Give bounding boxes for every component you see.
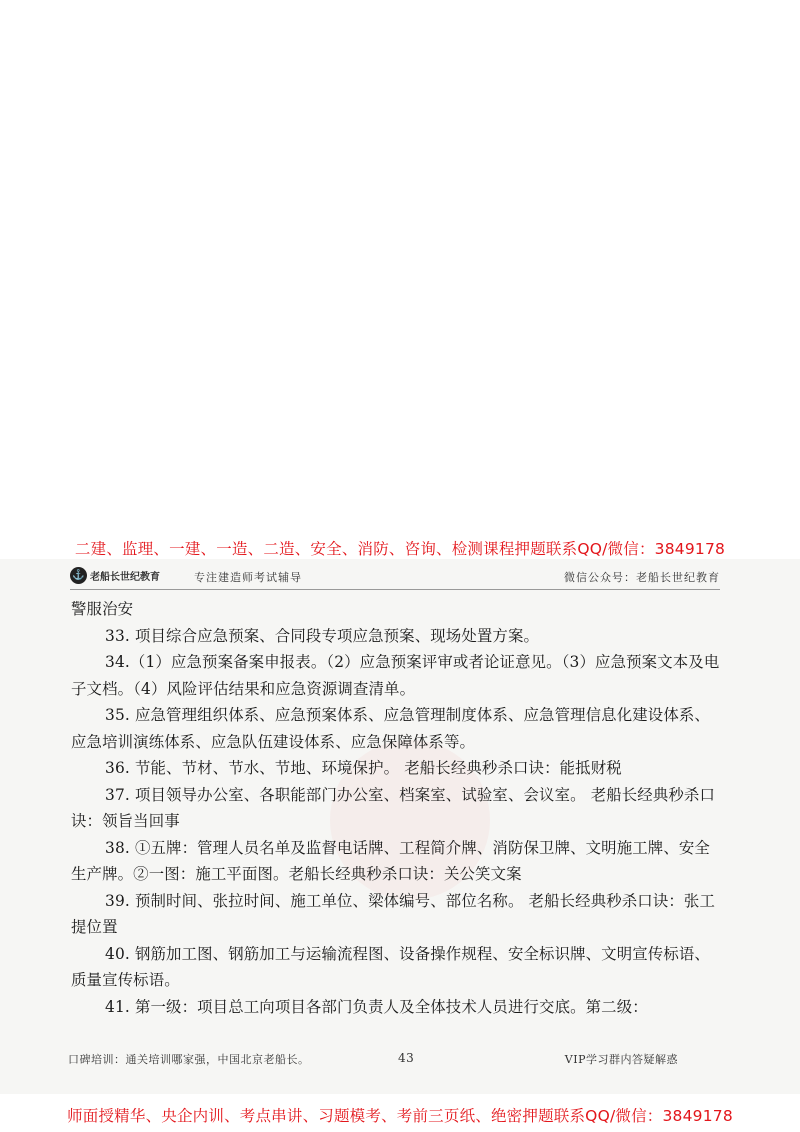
answer-text — [71, 596, 721, 1020]
header-wechat: 微信公众号：老船长世纪教育 — [564, 571, 720, 584]
answer-paragraph: 警服治安 — [71, 600, 134, 618]
footer-note: VIP学习群内答疑解惑 — [564, 1053, 678, 1066]
answer-paragraph: 33. 项目综合应急预案、合同段专项应急预案、现场处置方案。 — [105, 626, 540, 645]
footer-slogan: 口碑培训：通关培训哪家强，中国北京老船长。 — [68, 1053, 310, 1066]
answer-paragraph: 34.（1）应急预案备案申报表。（2）应急预案评审或者论证意见。（3）应急预案文本及电子文档。（4）风险评估结果和应急资源调查清单。 — [71, 653, 720, 698]
page-header — [70, 567, 720, 585]
ship-icon: ⚓ — [70, 567, 87, 584]
logo-text: 老船长世纪教育 — [90, 572, 160, 583]
answer-paragraph: 40. 钢筋加工图、钢筋加工与运输流程图、设备操作规程、安全标识牌、文明宣传标语、质量宣传标语。 — [71, 944, 710, 989]
answer-paragraph: 38. ①五牌：管理人员名单及监督电话牌、工程简介牌、消防保卫牌、文明施工牌、安全生产牌。②一图：施工平面图。老船长经典秒杀口诀：关公笑文案 — [71, 838, 710, 883]
answer-paragraph: 41. 第一级：项目总工向项目各部门负责人及全体技术人员进行交底。第二级： — [105, 997, 648, 1016]
header-slogan: 专注建造师考试辅导 — [194, 571, 302, 584]
page-number: 43 — [398, 1051, 415, 1065]
answer-paragraph: 37. 项目领导办公室、各职能部门办公室、档案室、试验室、会议室。 老船长经典秒杀口诀：领旨当回事 — [71, 785, 716, 830]
answer-paragraph: 36. 节能、节材、节水、节地、环境保护。 老船长经典秒杀口诀：能抵财税 — [105, 759, 622, 777]
header-divider — [70, 589, 720, 590]
answer-paragraph: 35. 应急管理组织体系、应急预案体系、应急管理制度体系、应急管理信息化建设体系、应急培训演练体系、应急队伍建设体系、应急保障体系等。 — [71, 706, 710, 751]
answer-paragraph: 39. 预制时间、张拉时间、施工单位、梁体编号、部位名称。 老船长经典秒杀口诀：张工提位置 — [71, 891, 716, 936]
promo-banner-bottom: 师面授精华、央企内训、考点串讲、习题模考、考前三页纸、绝密押题联系QQ/微信：3849178 — [67, 1107, 733, 1125]
page-footer — [68, 1051, 718, 1067]
promo-banner-top: 二建、监理、一建、一造、二造、安全、消防、咨询、检测课程押题联系QQ/微信：3849178 — [74, 540, 726, 558]
logo — [70, 567, 160, 584]
